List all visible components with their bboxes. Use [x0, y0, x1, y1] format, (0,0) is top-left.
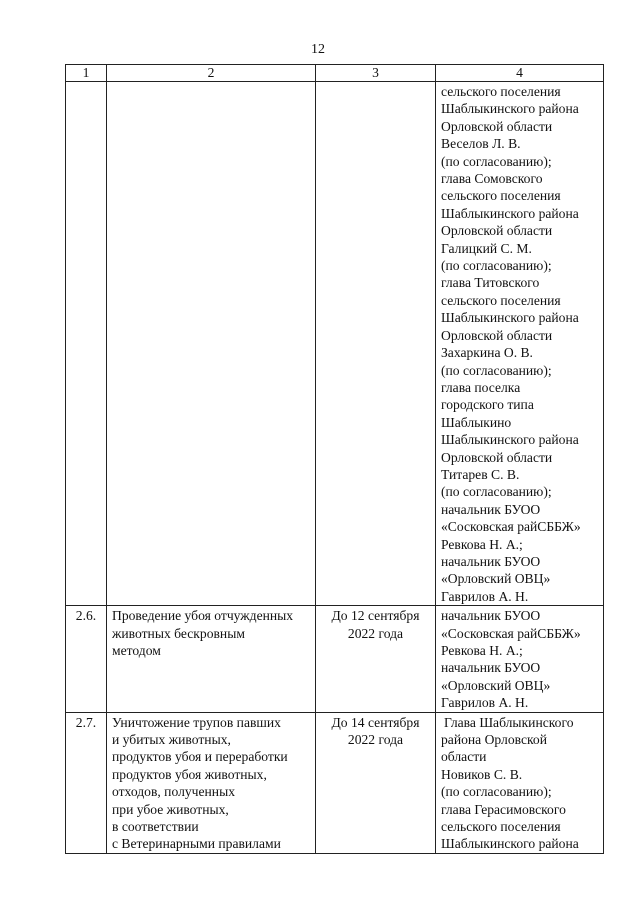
deadline: [316, 712, 436, 853]
responsible-persons-line: (по согласованию);: [441, 258, 552, 274]
measures-table: [65, 64, 604, 854]
measure-description: [107, 712, 316, 853]
responsible-persons-line: Орловской области: [441, 223, 553, 239]
responsible-persons-line: Ревкова Н. А.;: [441, 643, 523, 658]
responsible-persons-line: Орловской области: [441, 118, 553, 134]
responsible-persons-line: Ревкова Н. А.;: [441, 536, 523, 552]
table-row: [66, 712, 604, 853]
row-number: [66, 82, 107, 606]
responsible-persons-line: «Сосковская райСББЖ»: [441, 519, 581, 535]
responsible-persons-line: (по согласованию);: [441, 153, 552, 169]
responsible-persons-line: «Орловский ОВЦ»: [441, 677, 551, 693]
responsible-persons: [436, 606, 604, 712]
deadline-line: До 12 сентября: [331, 608, 420, 624]
deadline: [316, 82, 436, 606]
measure-description-line: и убитых животных,: [112, 732, 231, 748]
header-col-2: 2: [107, 65, 316, 82]
responsible-persons-line: сельского поселения: [441, 84, 561, 99]
responsible-persons-line: «Орловский ОВЦ»: [441, 571, 551, 587]
row-number: 2.6.: [66, 606, 107, 712]
responsible-persons-line: Шаблыкинского района: [441, 836, 579, 852]
responsible-persons-line: глава Титовского: [441, 275, 540, 291]
measure-description-line: продуктов убоя животных,: [112, 766, 267, 782]
deadline-line: 2022 года: [347, 625, 404, 641]
responsible-persons-line: Орловской области: [441, 449, 553, 465]
measure-description-line: Уничтожение трупов павших: [112, 714, 281, 730]
responsible-persons-line: начальник БУОО: [441, 553, 541, 569]
table-header: [66, 65, 604, 82]
responsible-persons-line: Захаркина О. В.: [441, 345, 533, 361]
responsible-persons-line: сельского поселения: [441, 188, 561, 204]
measure-description-line: отходов, полученных: [112, 784, 235, 800]
measure-description: [107, 606, 316, 712]
table-body: [66, 82, 604, 854]
page-number: 12: [311, 42, 325, 57]
responsible-persons-line: Орловской области: [441, 327, 553, 343]
measure-description-line: с Ветеринарными правилами: [112, 836, 281, 852]
responsible-persons-line: (по согласованию);: [441, 784, 552, 800]
responsible-persons-line: Шаблыкинского района: [441, 101, 579, 117]
responsible-persons-line: Шаблыкинского района: [441, 310, 579, 326]
responsible-persons-line: области: [441, 749, 487, 765]
header-col-1: 1: [66, 65, 107, 82]
row-number: 2.7.: [66, 712, 107, 853]
responsible-persons-line: района Орловской: [441, 732, 547, 748]
measure-description-line: Проведение убоя отчужденных: [112, 608, 294, 624]
measure-description-line: продуктов убоя и переработки: [112, 749, 288, 765]
responsible-persons-line: глава Герасимовского: [441, 801, 566, 817]
deadline-line: До 14 сентября: [331, 714, 420, 730]
responsible-persons-line: Глава Шаблыкинского: [444, 714, 574, 730]
measure-description-line: при убое животных,: [112, 801, 229, 817]
responsible-persons-line: «Сосковская райСББЖ»: [441, 625, 581, 641]
responsible-persons-line: городского типа: [441, 397, 534, 413]
measure-description: [107, 82, 316, 606]
responsible-persons-line: начальник БУОО: [441, 501, 541, 517]
deadline: [316, 606, 436, 712]
responsible-persons-line: начальник БУОО: [441, 660, 541, 676]
responsible-persons-line: Галицкий С. М.: [441, 240, 532, 256]
deadline-line: 2022 года: [347, 732, 404, 748]
responsible-persons-line: Гаврилов А. Н.: [441, 695, 529, 711]
measure-description-line: животных бескровным: [112, 625, 245, 641]
responsible-persons-line: Гаврилов А. Н.: [441, 588, 529, 604]
responsible-persons-line: (по согласованию);: [441, 362, 552, 378]
responsible-persons-line: Веселов Л. В.: [441, 136, 521, 152]
table-row: [66, 606, 604, 712]
responsible-persons-line: глава Сомовского: [441, 171, 543, 187]
header-col-3: 3: [316, 65, 436, 82]
responsible-persons: [436, 82, 604, 606]
responsible-persons-line: (по согласованию);: [441, 484, 552, 500]
responsible-persons-line: Титарев С. В.: [441, 466, 520, 482]
responsible-persons-line: Шаблыкино: [441, 414, 512, 430]
measure-description-line: методом: [112, 643, 161, 658]
measure-description-line: в соответствии: [112, 819, 199, 835]
responsible-persons: [436, 712, 604, 853]
responsible-persons-line: глава поселка: [441, 379, 521, 395]
responsible-persons-line: сельского поселения: [441, 292, 561, 308]
responsible-persons-line: сельского поселения: [441, 819, 561, 835]
table-row: [66, 82, 604, 606]
responsible-persons-line: начальник БУОО: [441, 608, 541, 624]
responsible-persons-line: Новиков С. В.: [441, 766, 523, 782]
responsible-persons-line: Шаблыкинского района: [441, 432, 579, 448]
header-col-4: 4: [436, 65, 604, 82]
responsible-persons-line: Шаблыкинского района: [441, 205, 579, 221]
